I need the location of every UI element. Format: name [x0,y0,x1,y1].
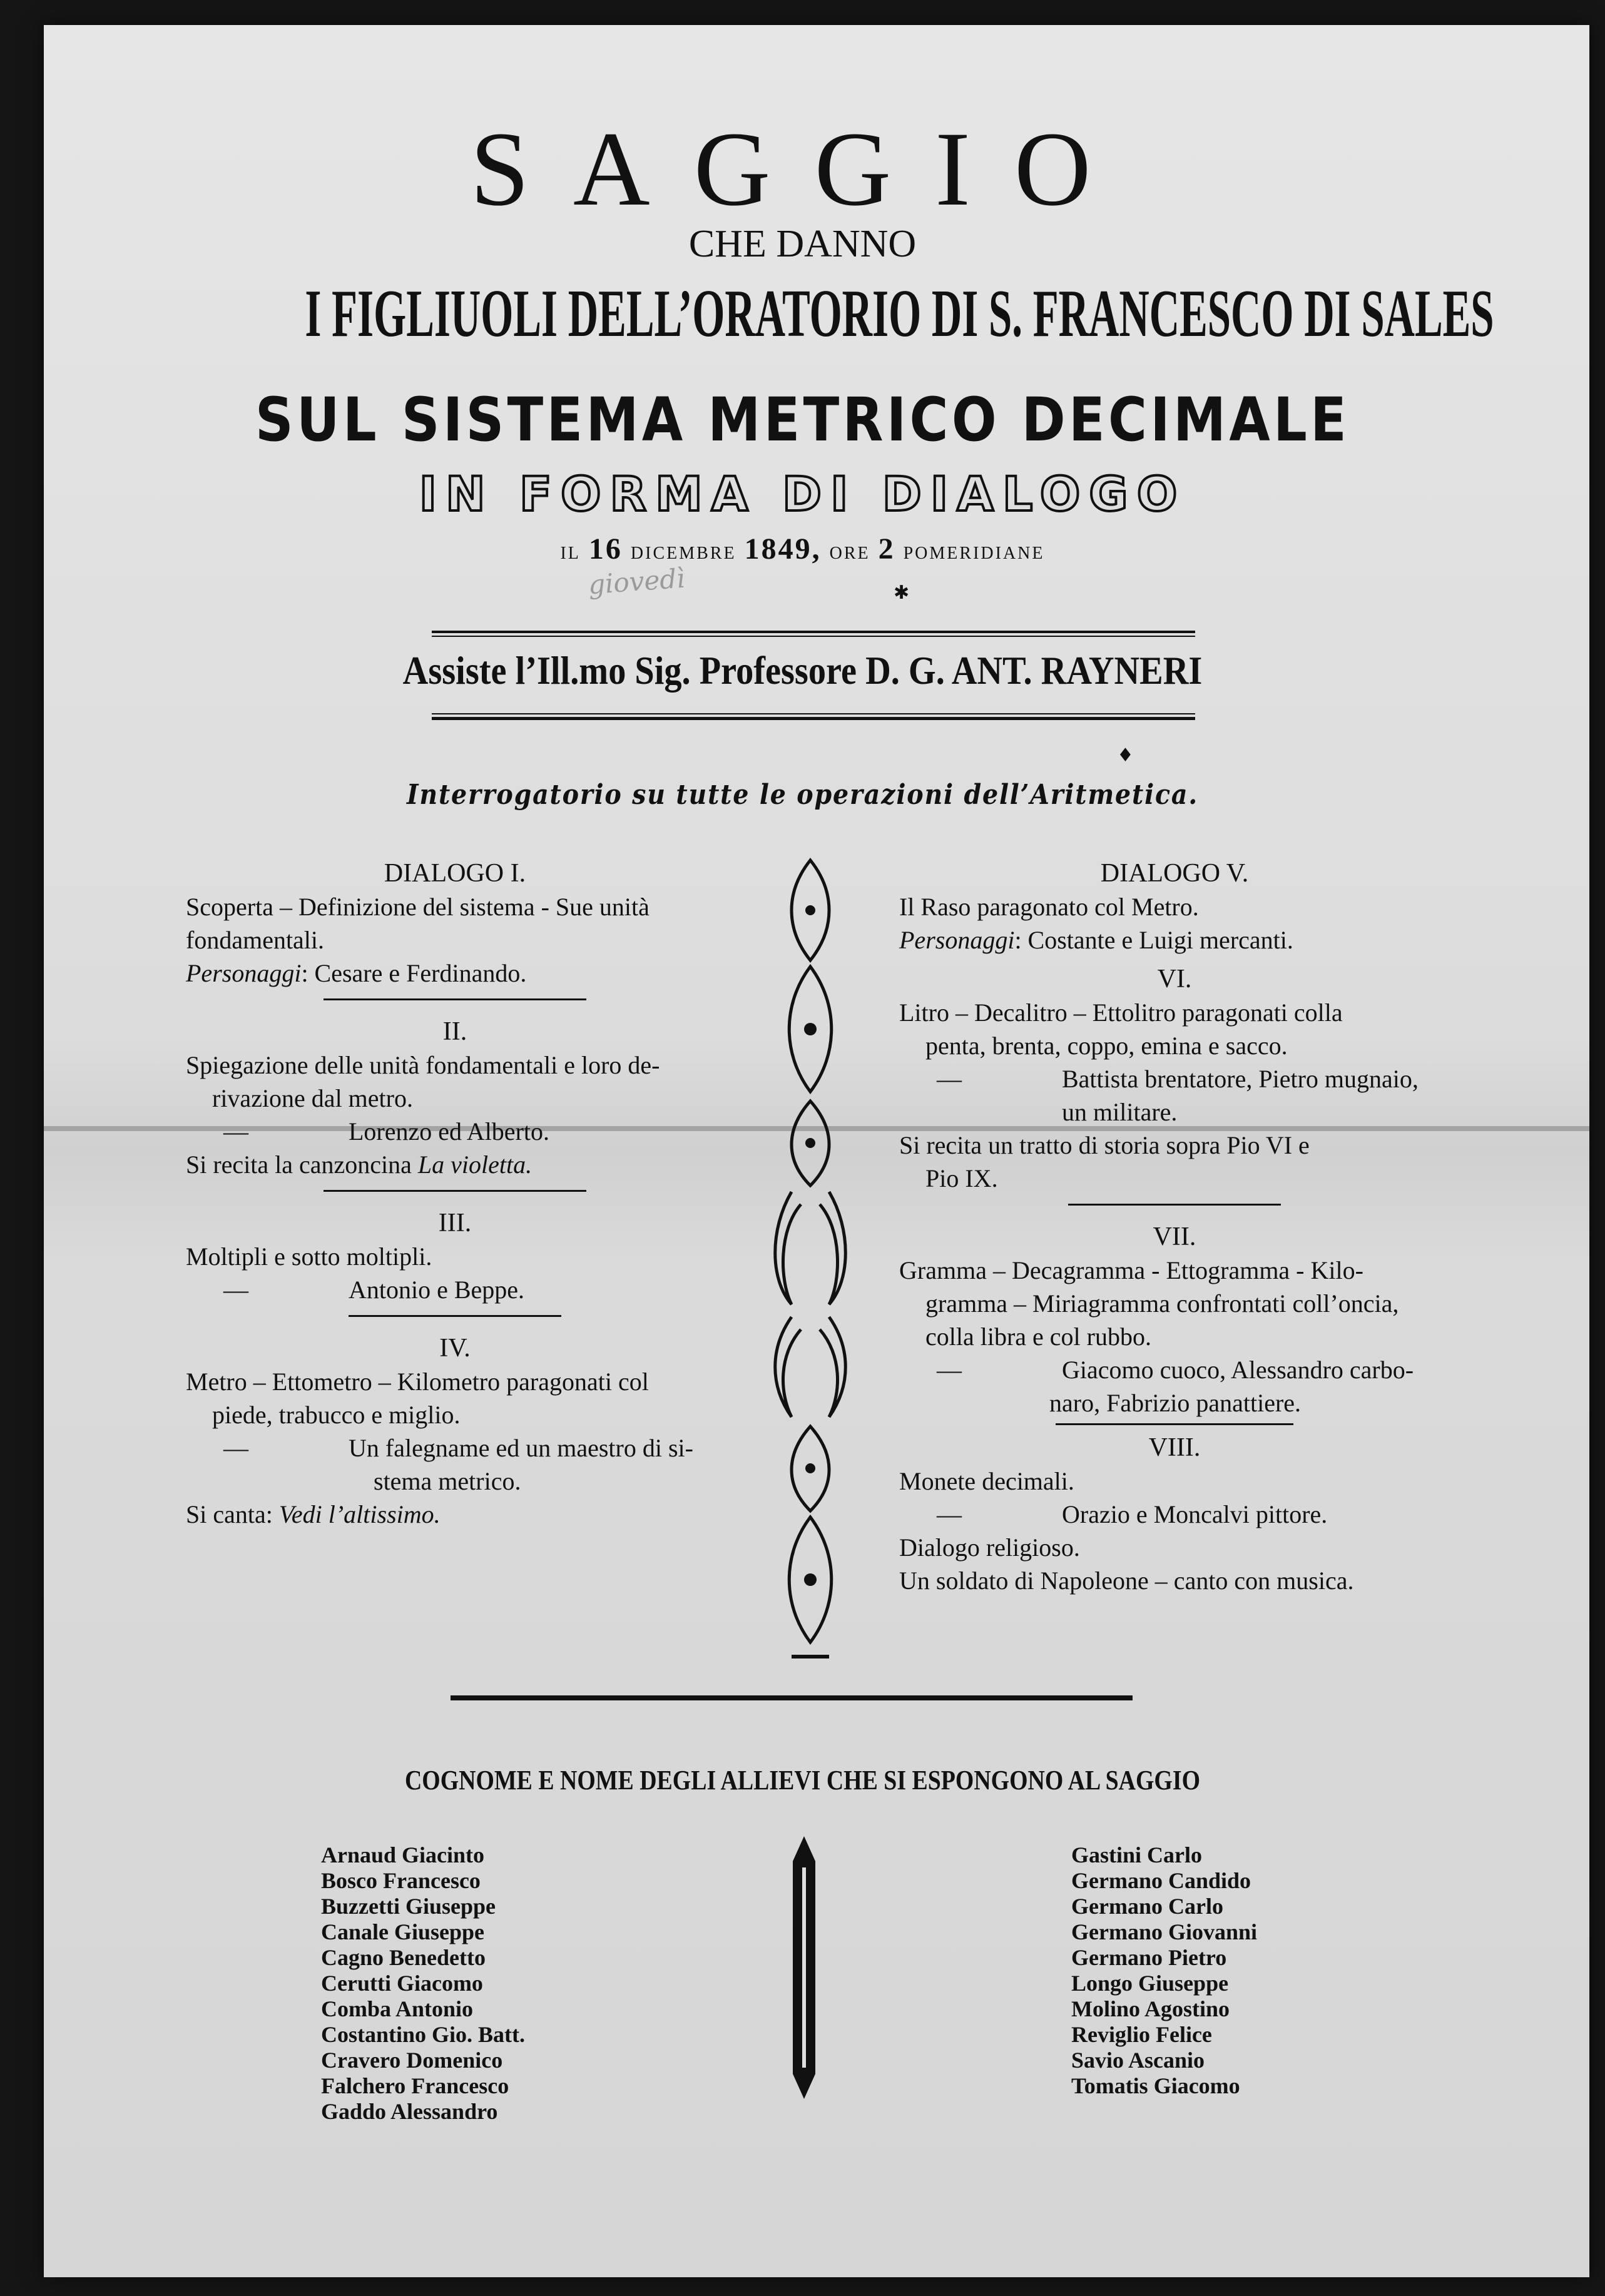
student-name: Savio Ascanio [1071,2048,1205,2073]
asterisk-mark: ✱ [894,582,910,604]
student-name: Gaddo Alessandro [321,2099,498,2124]
student-name: Falchero Francesco [321,2073,509,2098]
dialogo-7-heading: VII. [1153,1222,1196,1251]
dialogo-4-personaggi: stema metrico. [374,1467,521,1495]
dialogo-4-personaggi: — Un falegname ed un maestro di si- [223,1434,693,1462]
dialogo-2-heading: II. [442,1017,467,1046]
subtitle-che-danno: CHE DANNO [688,223,917,265]
student-name: Canale Giuseppe [321,1919,485,1944]
student-name: Tomatis Giacomo [1071,2073,1240,2098]
bottom-rule-1 [432,713,1195,714]
dialogo-6-personaggi: un militare. [1062,1098,1178,1126]
student-name: Germano Pietro [1071,1945,1227,1970]
central-ornament [773,854,848,1674]
dialogo-1-personaggi: Personaggi: Cesare e Ferdinando. [186,959,527,987]
students-divider [451,1695,1133,1700]
section-rule [349,1315,561,1317]
dialogo-2-recita: Si recita la canzoncina La violetta. [186,1151,532,1179]
subtitle-figliuoli: I FIGLIUOLI DELL’ORATORIO DI S. FRANCESCO DI SALES [305,277,1494,351]
allievi-left-list [321,1842,525,2125]
student-name: Longo Giuseppe [1071,1971,1229,1996]
dialogo-7-line: Gramma – Decagramma - Ettogramma - Kilo- [899,1256,1363,1284]
dialogo-5-personaggi: Personaggi: Costante e Luigi mercanti. [899,926,1293,954]
dialogo-5-heading: DIALOGO V. [1100,859,1249,888]
interrogatorio-line: Interrogatorio su tutte le operazioni dell’Aritmetica. [407,779,1198,811]
top-rule-2 [432,636,1195,637]
small-mark: ♦ [1117,744,1134,766]
dialoghi-right-column [899,857,1450,1597]
bottom-rule-2 [432,717,1195,720]
section-rule [1056,1423,1293,1425]
event-date: il 16 dicembre 1849, ore 2 pomeridiane [560,532,1045,566]
student-name: Costantino Gio. Batt. [321,2022,526,2047]
dialogo-2-personaggi: — Lorenzo ed Alberto. [223,1117,549,1145]
subtitle-sistema-metrico: SUL SISTEMA METRICO DECIMALE [255,385,1350,455]
student-name: Molino Agostino [1071,1996,1230,2021]
dialogo-4-canta: Si canta: Vedi l’altissimo. [186,1500,441,1528]
dialogo-6-heading: VI. [1157,965,1192,993]
dialogo-3-heading: III. [438,1209,472,1237]
section-rule [1068,1204,1281,1206]
student-name: Cerutti Giacomo [321,1971,483,1996]
dialogo-7-personaggi: — Giacomo cuoco, Alessandro carbo- [937,1356,1414,1384]
dialogo-6-recita: Pio IX. [925,1164,998,1192]
allievi-right-list [1071,1842,1257,2099]
students-divider-ornament [785,1836,823,2099]
student-name: Cagno Benedetto [321,1945,486,1970]
dialogo-2-line: Spiegazione delle unità fondamentali e loro de- [186,1051,660,1079]
dialogo-4-heading: IV. [439,1334,471,1363]
section-rule [324,1190,586,1192]
dialogo-2-line: rivazione dal metro. [212,1084,413,1112]
section-rule [324,998,586,1000]
dialogo-8-personaggi: — Orazio e Moncalvi pittore. [937,1500,1328,1528]
dialogo-7-line: gramma – Miriagramma confrontati coll’oncia, [925,1289,1399,1318]
dialogo-4-line: Metro – Ettometro – Kilometro paragonati col [186,1368,649,1396]
dialogo-6-line: Litro – Decalitro – Ettolitro paragonati colla [899,998,1343,1027]
dialogo-7-line: colla libra e col rubbo. [925,1323,1151,1351]
dialoghi-left-column [186,857,724,1531]
subtitle-forma-dialogo: IN FORMA DI DIALOGO [419,466,1186,522]
poster-title: SAGGIO [470,110,1135,228]
dialogo-4-line: piede, trabucco e miglio. [212,1401,461,1429]
dialogo-1-line: Scoperta – Definizione del sistema - Sue unità [186,893,650,921]
student-name: Germano Candido [1071,1868,1251,1893]
dialogo-1-heading: DIALOGO I. [384,859,526,888]
dialogo-6-line: penta, brenta, coppo, emina e sacco. [925,1032,1288,1060]
student-name: Bosco Francesco [321,1868,481,1893]
student-name: Cravero Domenico [321,2048,503,2073]
student-name: Reviglio Felice [1071,2022,1212,2047]
student-name: Germano Carlo [1071,1894,1223,1919]
allievi-heading: COGNOME E NOME DEGLI ALLIEVI CHE SI ESPONGONO AL SAGGIO [404,1765,1201,1796]
dialogo-1-line: fondamentali. [186,926,325,954]
student-name: Arnaud Giacinto [321,1842,485,1867]
dialogo-5-line: Il Raso paragonato col Metro. [899,893,1199,921]
dialogo-8-heading: VIII. [1148,1433,1201,1462]
dialogo-7-personaggi: naro, Fabrizio panattiere. [1049,1389,1302,1417]
student-name: Germano Giovanni [1071,1919,1258,1944]
dialogo-8-line: Monete decimali. [899,1467,1074,1495]
dialogo-6-personaggi: — Battista brentatore, Pietro mugnaio, [937,1065,1419,1093]
assiste-line: Assiste l’Ill.mo Sig. Professore D. G. ANT. RAYNERI [402,648,1203,693]
dialogo-6-recita: Si recita un tratto di storia sopra Pio VI e [899,1131,1310,1159]
dialogo-3-personaggi: — Antonio e Beppe. [223,1276,525,1304]
dialogo-8-line: Un soldato di Napoleone – canto con musica. [899,1567,1354,1595]
top-rule-1 [432,631,1195,633]
student-name: Gastini Carlo [1071,1842,1203,1867]
student-name: Comba Antonio [321,1996,474,2021]
student-name: Buzzetti Giuseppe [321,1894,496,1919]
dialogo-8-line: Dialogo religioso. [899,1533,1080,1562]
dialogo-3-line: Moltipli e sotto moltipli. [186,1242,432,1271]
handwritten-note: giovedì [587,562,686,601]
